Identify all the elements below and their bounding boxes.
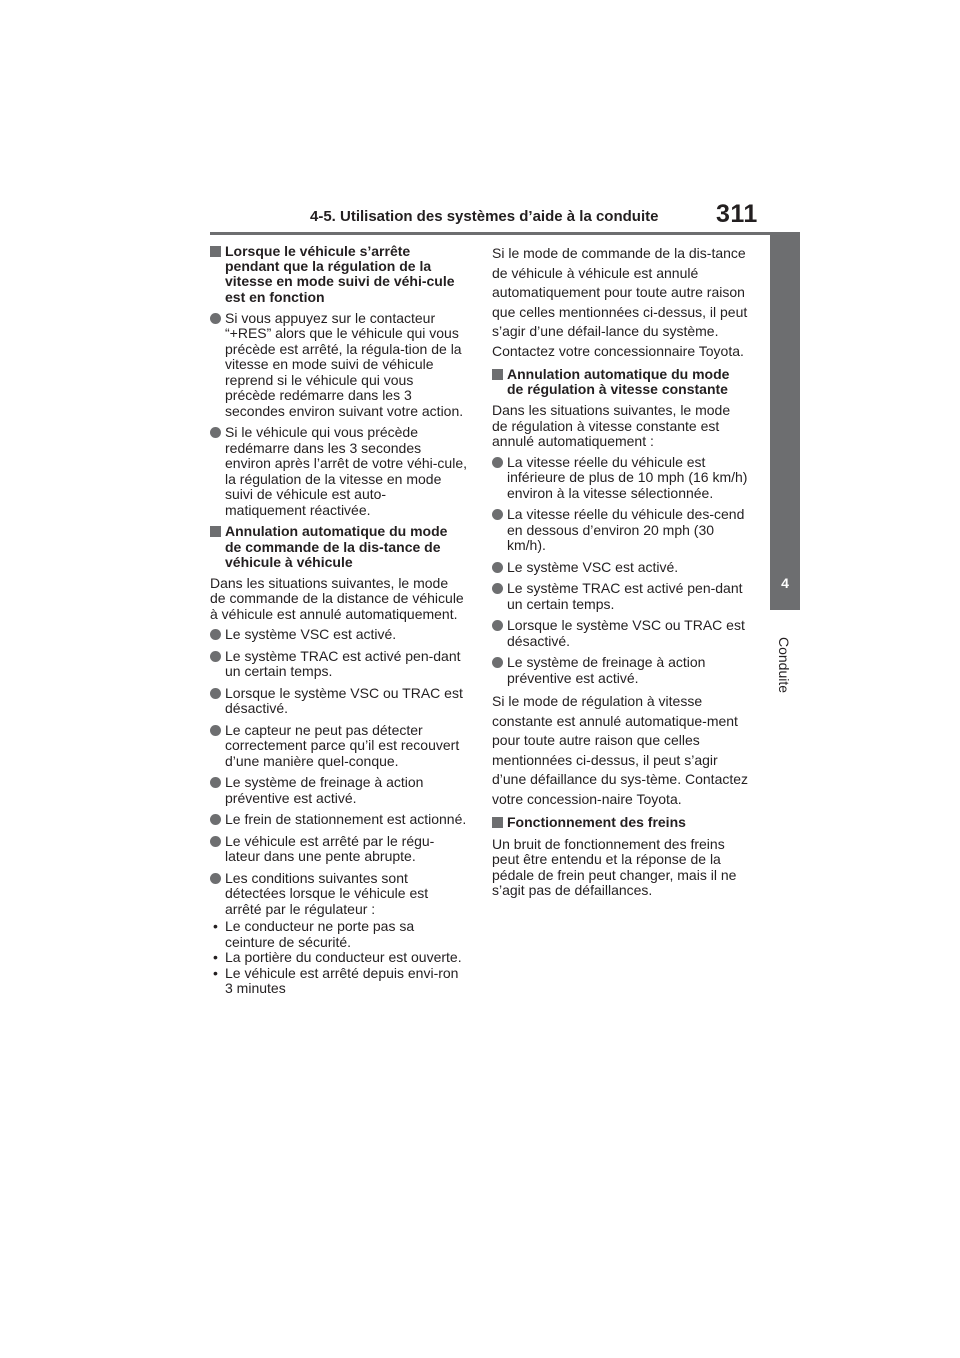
circle-bullet-icon xyxy=(210,836,221,847)
bullet-text: Si vous appuyez sur le contacteur “+RES” alors que le véhicule qui vous précède est arrêté, la régula-tion de la vitesse en mode suivi de véhicule reprend si le véhicule qui vous précède redémarre dans les 3 secondes environ suivant votre action. xyxy=(225,309,464,419)
paragraph: Dans les situations suivantes, le mode de commande de la distance de véhicule à véhicule est annulé automatiquement. xyxy=(210,574,464,622)
bullet-text: Le capteur ne peut pas détecter correctement parce qu’il est recouvert d’une manière quel-conque. xyxy=(225,721,460,769)
chapter-tab-label-text: Conduite xyxy=(776,636,793,694)
circle-bullet-icon xyxy=(210,873,221,884)
circle-bullet-icon xyxy=(210,688,221,699)
paragraph: Si le mode de commande de la dis-tance de véhicule à véhicule est annulé automatiquement pour toute autre raison que celles mentionnées ci-dessus, il peut s’agir d’une défail-lance du système. Contactez votre concessionnaire Toyota. xyxy=(492,245,748,359)
bullet-item xyxy=(492,455,749,502)
bullet-text: Le système TRAC est activé pen-dant un certain temps. xyxy=(225,647,461,680)
bullet-text: La vitesse réelle du véhicule est inférieure de plus de 10 mph (16 km/h) environ à la vitesse sélectionnée. xyxy=(507,453,748,501)
bullet-text: Lorsque le système VSC ou TRAC est désactivé. xyxy=(507,617,745,649)
heading-text: Fonctionnement des freins xyxy=(507,814,686,831)
right-column xyxy=(492,244,749,904)
bullet-text: Le système TRAC est activé pen-dant un certain temps. xyxy=(507,580,743,612)
sub-list xyxy=(210,919,467,997)
sub-item-text: Le conducteur ne porte pas sa ceinture de sécurité. xyxy=(225,918,415,950)
circle-bullet-icon xyxy=(492,509,503,520)
dot-marker: • xyxy=(213,949,218,966)
bullet-item xyxy=(210,871,467,918)
bullet-item xyxy=(492,655,749,686)
section-heading xyxy=(492,815,749,830)
circle-bullet-icon xyxy=(210,651,221,662)
bullet-text: Le système de freinage à action préventive est activé. xyxy=(507,654,706,686)
section-heading xyxy=(210,244,467,305)
sub-item xyxy=(210,919,467,950)
chapter-side-tab xyxy=(770,232,800,610)
bullet-item xyxy=(492,507,749,554)
bullet-item xyxy=(210,425,467,518)
bullet-text: Le système VSC est activé. xyxy=(225,626,397,643)
header-rule xyxy=(210,232,800,235)
circle-bullet-icon xyxy=(210,725,221,736)
bullet-item xyxy=(492,560,749,576)
circle-bullet-icon xyxy=(210,427,221,438)
section-heading xyxy=(492,367,749,397)
dot-marker: • xyxy=(213,964,218,981)
heading-text: Annulation automatique du mode de commande de la dis-tance de véhicule à véhicule xyxy=(225,523,448,570)
left-column xyxy=(210,244,467,997)
paragraph: Dans les situations suivantes, le mode de régulation à vitesse constante est annulé automatiquement : xyxy=(492,402,731,450)
bullet-item xyxy=(210,812,467,828)
bullet-text: Les conditions suivantes sont détectées lorsque le véhicule est arrêté par le régulateur : xyxy=(225,869,429,917)
bullet-item xyxy=(210,627,467,643)
bullet-text: Lorsque le système VSC ou TRAC est désactivé. xyxy=(225,684,463,717)
bullet-item xyxy=(210,775,467,806)
circle-bullet-icon xyxy=(492,657,503,668)
header-section-title: 4-5. Utilisation des systèmes d’aide à la conduite xyxy=(310,208,659,225)
heading-text: Annulation automatique du mode de régulation à vitesse constante xyxy=(507,366,730,398)
circle-bullet-icon xyxy=(492,620,503,631)
circle-bullet-icon xyxy=(210,777,221,788)
bullet-item xyxy=(210,834,467,865)
bullet-item xyxy=(492,618,749,649)
bullet-item xyxy=(210,686,467,717)
bullet-text: Le frein de stationnement est actionné. xyxy=(225,811,467,828)
bullet-text: Le système de freinage à action préventive est activé. xyxy=(225,774,424,806)
dot-marker: • xyxy=(213,918,218,935)
chapter-tab-number: 4 xyxy=(781,575,789,591)
bullet-text: La vitesse réelle du véhicule des-cend en dessous d’environ 20 mph (30 km/h). xyxy=(507,506,745,554)
sub-item-text: La portière du conducteur est ouverte. xyxy=(225,949,462,966)
paragraph: Un bruit de fonctionnement des freins peut être entendu et la réponse de la pédale de frein peut changer, mais il ne s’agit pas de défaillances. xyxy=(492,835,737,899)
bullet-text: Si le véhicule qui vous précède redémarre dans les 3 secondes environ après l’arrêt de votre véhi-cule, la régulation de la vitesse en mode suivi de véhicule est auto-matiquement réactivée. xyxy=(225,424,468,518)
circle-bullet-icon xyxy=(492,457,503,468)
circle-bullet-icon xyxy=(210,814,221,825)
paragraph: Si le mode de régulation à vitesse constante est annulé automatique-ment pour toute autre raison que celles mentionnées ci-dessus, il peut s’agir d’une défaillance du sys-tème. Contactez votre concession-naire Toyota. xyxy=(492,693,749,807)
sub-item-text: Le véhicule est arrêté depuis envi-ron 3 minutes xyxy=(225,964,459,997)
bullet-item xyxy=(492,581,749,612)
bullet-item xyxy=(210,311,467,420)
square-bullet-icon xyxy=(210,526,221,537)
bullet-text: Le véhicule est arrêté par le régu-lateur dans une pente abrupte. xyxy=(225,832,435,865)
sub-item xyxy=(210,966,467,997)
circle-bullet-icon xyxy=(210,629,221,640)
sub-item xyxy=(210,950,467,966)
page-number: 311 xyxy=(716,200,758,228)
bullet-item xyxy=(210,649,467,680)
chapter-tab-label xyxy=(768,620,800,710)
section-heading xyxy=(210,524,467,570)
circle-bullet-icon xyxy=(492,562,503,573)
square-bullet-icon xyxy=(210,246,221,257)
circle-bullet-icon xyxy=(492,583,503,594)
square-bullet-icon xyxy=(492,817,503,828)
bullet-text: Le système VSC est activé. xyxy=(507,558,679,575)
heading-text: Lorsque le véhicule s’arrête pendant que la régulation de la vitesse en mode suivi de véhi-cule est en fonction xyxy=(225,243,455,305)
square-bullet-icon xyxy=(492,369,503,380)
circle-bullet-icon xyxy=(210,313,221,324)
bullet-item xyxy=(210,723,467,770)
